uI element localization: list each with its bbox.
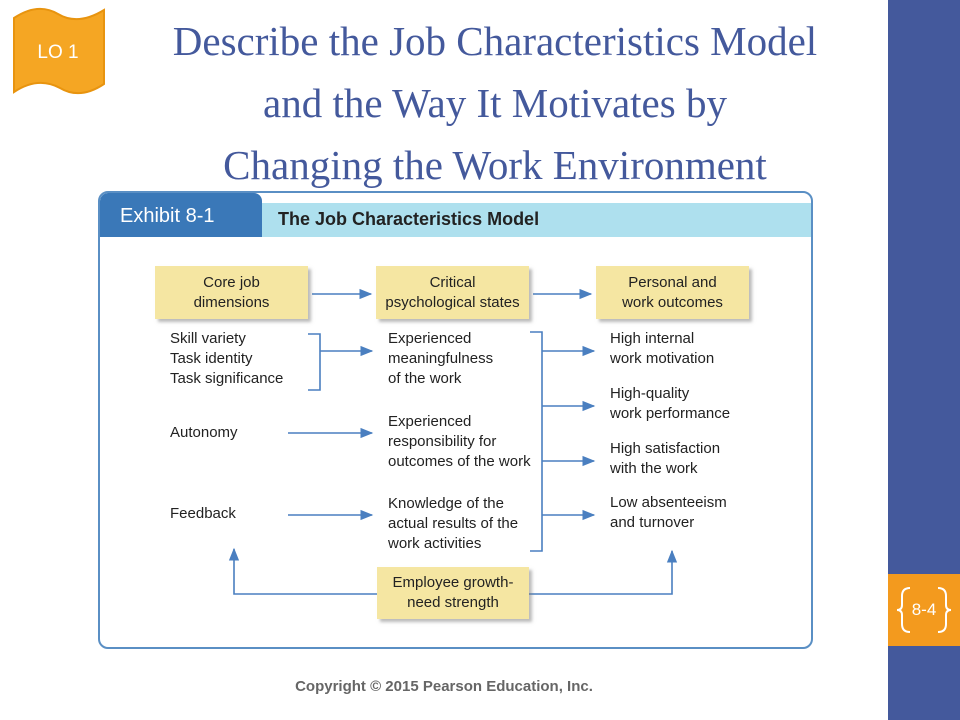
arrow-moderator-to-outcomes <box>529 551 672 594</box>
exhibit-panel <box>98 191 813 649</box>
outcomes-box <box>596 266 749 319</box>
growth-need-box <box>377 567 529 619</box>
learning-objective-tag <box>10 4 110 96</box>
slide-title <box>110 10 880 196</box>
bracket-core-group <box>308 334 320 390</box>
state-responsibility: Experienced responsibility for outcomes of the work <box>388 413 531 470</box>
core-dimension-autonomy: Autonomy <box>170 424 238 441</box>
outcome-absenteeism: Low absenteeism and turnover <box>610 494 727 531</box>
title-line: and the Way It Motivates by <box>263 80 727 126</box>
exhibit-title: The Job Characteristics Model <box>278 209 540 229</box>
lo-label: LO 1 <box>37 42 79 63</box>
arrow-moderator-to-core <box>234 549 377 594</box>
outcome-performance: High-quality work performance <box>610 385 731 422</box>
state-knowledge: Knowledge of the actual results of the work activities <box>388 495 519 552</box>
core-dimensions-box <box>155 266 308 319</box>
page-number-badge <box>888 574 960 646</box>
copyright-footer: Copyright © 2015 Pearson Education, Inc. <box>295 678 593 695</box>
critical-states-box <box>376 266 529 319</box>
critical-states-header: Critical psychological states <box>385 273 520 311</box>
title-line: Describe the Job Characteristics Model <box>172 18 818 64</box>
growth-need-label: Employee growth- need strength <box>392 574 514 611</box>
page-number: 8-4 <box>911 600 937 619</box>
core-dimension-feedback: Feedback <box>170 505 236 522</box>
exhibit-label: Exhibit 8-1 <box>120 205 215 227</box>
title-line: Changing the Work Environment <box>223 142 767 188</box>
outcomes-header: Personal and work outcomes <box>622 273 723 311</box>
core-dimensions-header: Core job dimensions <box>193 273 270 311</box>
bracket-states <box>530 332 542 551</box>
outcome-motivation: High internal work motivation <box>610 330 715 367</box>
outcome-satisfaction: High satisfaction with the work <box>610 440 721 477</box>
state-meaningfulness: Experienced meaningfulness of the work <box>388 330 494 387</box>
core-dimension-group: Skill variety Task identity Task significance <box>170 330 284 387</box>
